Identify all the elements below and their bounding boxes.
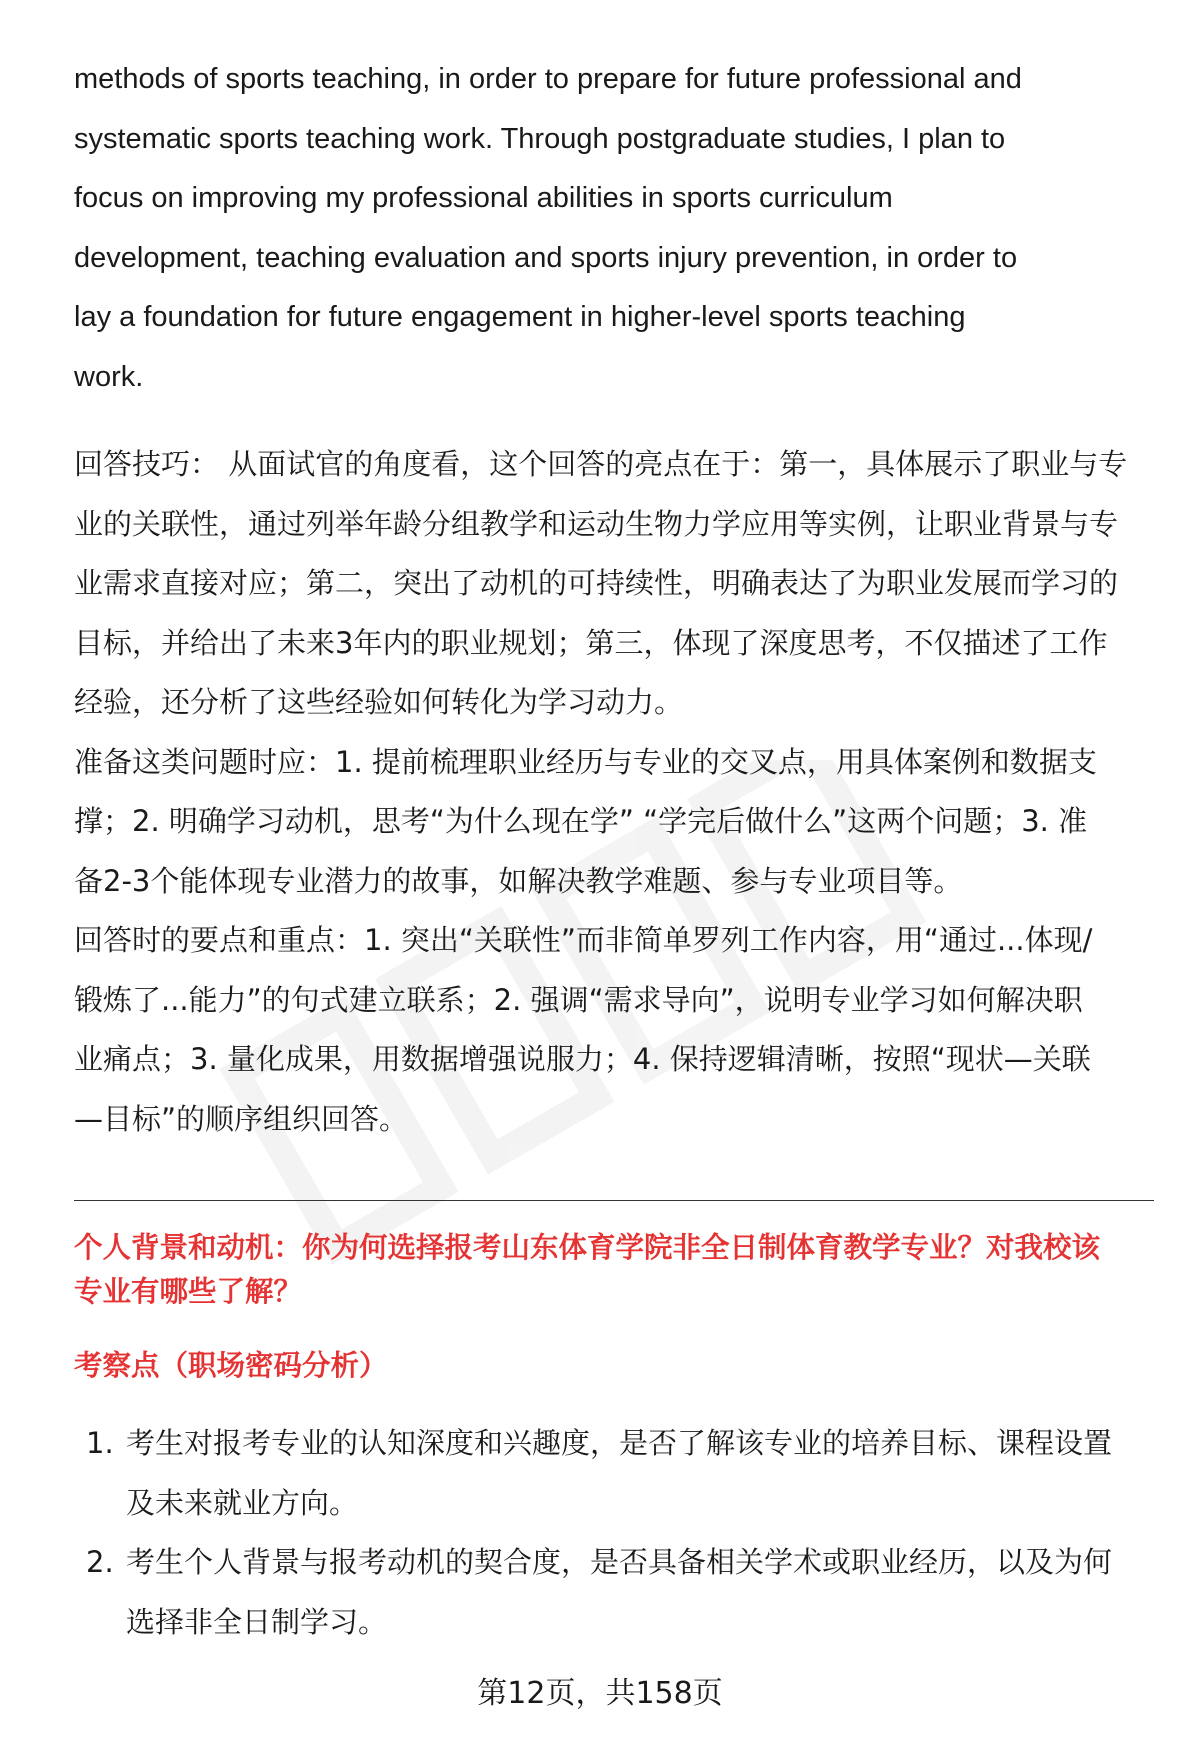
question-line: 专业有哪些了解？ <box>74 1275 303 1308</box>
page-content <box>74 50 1134 1149</box>
key-points <box>74 911 1134 1149</box>
english-line: systematic sports teaching work. Through postgraduate studies, I plan to <box>74 122 1006 155</box>
key-points-line: 回答时的要点和重点：1. 突出“关联性”而非简单罗列工作内容，用“通过...体现/ <box>74 923 1093 957</box>
list-item-line: 及未来就业方向。 <box>126 1485 359 1520</box>
preparation-line: 备2-3个能体现专业潜力的故事，如解决教学难题、参与专业项目等。 <box>74 863 963 898</box>
answer-tips <box>74 435 1134 733</box>
list-item <box>74 1533 1154 1652</box>
tips-line: 目标，并给出了未来3年内的职业规划；第三，体现了深度思考，不仅描述了工作 <box>74 625 1108 660</box>
tips-line: 经验，还分析了这些经验如何转化为学习动力。 <box>74 685 684 719</box>
english-line: focus on improving my professional abilities in sports curriculum <box>74 182 893 214</box>
preparation-line: 撑；2. 明确学习动机，思考“为什么现在学” “学完后做什么”这两个问题；3. 准 <box>74 804 1088 838</box>
list-item-line: 考生对报考专业的认知深度和兴趣度，是否了解该专业的培养目标、课程设置 <box>126 1426 1113 1460</box>
english-paragraph <box>74 50 1134 407</box>
key-points-line: 锻炼了...能力”的句式建立联系；2. 强调“需求导向”，说明专业学习如何解决职 <box>74 982 1083 1017</box>
assessment-points-list <box>74 1414 1154 1652</box>
section-title: 考察点（职场密码分析） <box>74 1349 388 1382</box>
english-line: work. <box>74 360 144 393</box>
tips-line: 回答技巧： 从面试官的角度看，这个回答的亮点在于：第一，具体展示了职业与专 <box>74 447 1128 481</box>
question-heading <box>74 1226 1154 1314</box>
list-item-number: 1. <box>86 1426 114 1460</box>
preparation-line: 准备这类问题时应：1. 提前梳理职业经历与专业的交叉点，用具体案例和数据支 <box>74 744 1097 779</box>
key-points-line: 业痛点；3. 量化成果，用数据增强说服力；4. 保持逻辑清晰，按照“现状—关联 <box>74 1042 1091 1076</box>
list-item-number: 2. <box>86 1545 114 1579</box>
list-item-line: 考生个人背景与报考动机的契合度，是否具备相关学术或职业经历，以及为何 <box>126 1545 1113 1579</box>
list-item <box>74 1414 1154 1533</box>
english-line: methods of sports teaching, in order to prepare for future professional and <box>74 63 1022 95</box>
key-points-line: —目标”的顺序组织回答。 <box>74 1101 409 1136</box>
page-footer: 第12页，共158页 <box>477 1676 723 1711</box>
tips-line: 业需求直接对应；第二，突出了动机的可持续性，明确表达了为职业发展而学习的 <box>74 566 1119 600</box>
english-line: development, teaching evaluation and sports injury prevention, in order to <box>74 241 1018 274</box>
section-divider <box>74 1200 1154 1201</box>
tips-line: 业的关联性，通过列举年龄分组教学和运动生物力学应用等实例，让职业背景与专 <box>74 506 1119 541</box>
english-line: lay a foundation for future engagement in higher-level sports teaching <box>74 301 966 333</box>
question-line: 个人背景和动机：你为何选择报考山东体育学院非全日制体育教学专业？对我校该 <box>74 1231 1101 1264</box>
preparation-tips <box>74 733 1134 912</box>
list-item-line: 选择非全日制学习。 <box>126 1604 388 1639</box>
